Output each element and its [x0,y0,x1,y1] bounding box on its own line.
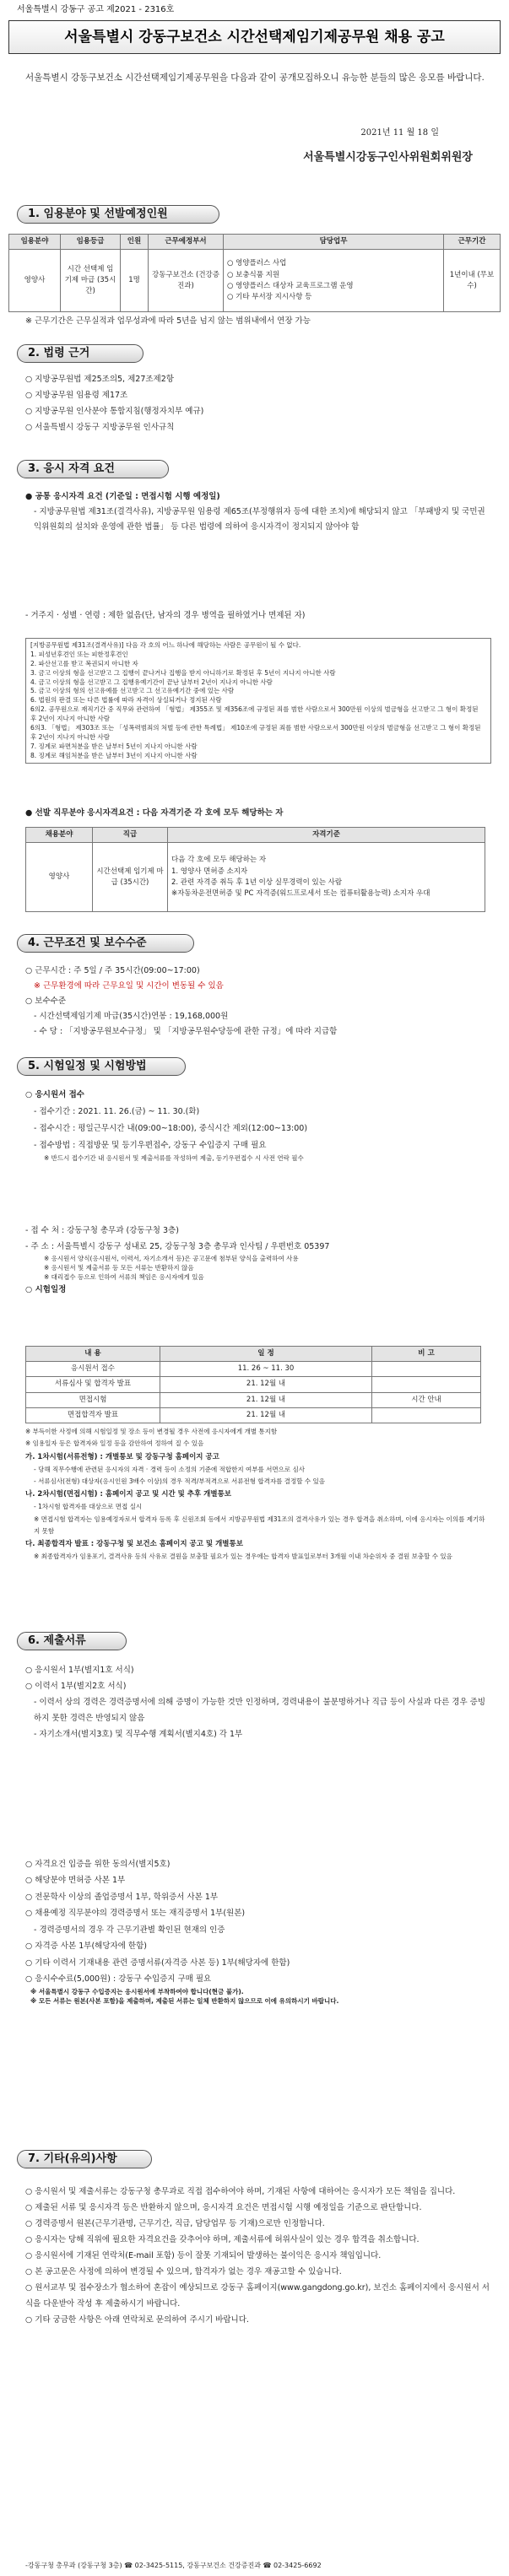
section-2-title: 2. 법령 근거 [17,344,143,363]
issuer-name: 서울특별시강동구인사위원회위원장 [303,151,473,164]
table-cell: 21. 12월 내 [160,1407,372,1423]
list-item: 3. 금고 이상의 형을 선고받고 그 집행이 끝나거나 집행을 받지 아니하기로 확정된 후 5년이 지나지 아니한 사람 [30,668,336,677]
table-header: 일 정 [160,1347,372,1362]
note-item: ※ 부득이한 사정에 의해 시험일정 및 장소 등이 변경될 경우 사전에 응시자에게 개별 통지함 [25,1428,278,1435]
list-item: 6. 법원의 판결 또는 다른 법률에 따라 자격이 상실되거나 정지된 사람 [30,696,222,705]
table-header: 직급 [93,828,168,843]
stage-3-heading: 다. 최종합격자 발표 : 강동구청 및 보건소 홈페이지 공고 및 개별통보 [25,1540,243,1549]
application-office: - 접 수 처 : 강동구청 총무과 (강동구청 3층) [25,1226,179,1235]
list-item: ○ 응시원서에 기재된 연락처(E-mail 포함) 등이 잘못 기재되어 발생하는 불이익은 응시자 책임입니다. [25,2251,382,2260]
table-header: 근무기간 [444,235,501,250]
table-cell: 21. 12월 내 [160,1377,372,1392]
list-item: ○ 이력서 1부(별지2호 서식) [25,1682,127,1691]
application-note: ※ 반드시 접수기간 내 응시원서 및 제출서류를 작성하여 제출, 등기우편접수 시 사전 연락 필수 [44,1153,304,1162]
table-header: 임용등급 [61,235,121,250]
field-requirement-heading: ● 선발 직무분야 응시자격요건 : 다음 자격기준 각 호에 모두 해당하는 자 [25,808,284,818]
notice-number: 서울특별시 강동구 공고 제2021 - 2316호 [17,5,175,14]
contact-info: -강동구청 총무과 (강동구청 3층) ☎ 02-3425-5115, 강동구보건소 건강증진과 ☎ 02-3425-6692 [25,2562,322,2569]
list-item: ○ 제출된 서류 및 응시자격 등은 반환하지 않으며, 응시자격 요건은 면접시험 시행 예정일을 기준으로 판단합니다. [25,2203,422,2212]
table-cell [372,1362,481,1377]
common-requirement-text: - 지방공무원법 제31조(결격사유), 지방공무원 임용령 제65조(부정행위자 등에 대한 조치)에 해당되지 않고 「부패방지 및 국민권익위원회의 설치와 운영에 관한 법률」 등 다른 법령에 의하여 응시자격이 정지되지 않아야 함 [34,507,485,532]
table-cell: 강동구보건소 (건강증진과) [149,250,224,312]
list-item: ○ 전문학사 이상의 졸업증명서 1부, 학위증서 사본 1부 [25,1892,219,1902]
list-item: ※ 근무환경에 따라 근무요일 및 시간이 변동될 수 있음 [34,981,224,991]
section-5-header [17,1057,492,1076]
list-item: ○ 채용예정 직무분야의 경력증명서 또는 재직증명서 1부(원본) [25,1909,246,1919]
table-header: 자격기준 [168,828,485,843]
list-item: ○ 해당분야 면허증 사본 1부 [25,1876,126,1886]
list-item: ○ 경력증명서 원본(근무기관명, 근무기간, 직급, 담당업무 등 기재)으로만 인정합니다. [25,2219,325,2228]
schedule-heading: ○ 시험일정 [25,1284,67,1294]
common-requirement-heading: ● 공통 응시자격 요건 (기준일 : 면접시험 시행 예정일) [25,492,220,501]
table-cell: 영양사 [9,250,61,312]
section-5-address [25,1223,490,1298]
list-item: 5. 금고 이상의 형의 선고유예를 선고받고 그 선고유예기간 중에 있는 사람 [30,687,235,695]
table-row [26,1362,481,1377]
section-7-header [17,2150,492,2168]
table-cell: 1명 [121,250,149,312]
disqualification-heading: [지방공무원법 제31조(결격사유)] 다음 각 호의 어느 하나에 해당하는 사람은 공무원이 될 수 없다. [30,641,301,649]
section-5-application [25,1087,490,1164]
stage-3-text: ※ 최종합격자가 임용포기, 결격사유 등의 사유로 결원을 보충할 필요가 있는 경우에는 합격자 발표일로부터 3개월 이내 차순위자 중 결원 보충할 수 있음 [34,1553,452,1561]
list-item: - 수 당 : 「지방공무원보수규정」 및 「지방공무원수당등에 관한 규정」에 따라 지급함 [34,1027,338,1037]
table-row [9,250,501,312]
section-6-header [17,1632,492,1650]
section-5-process [25,1426,490,1563]
note-item: ※ 대리접수 등으로 인하여 서류의 책임은 응시자에게 있음 [44,1272,204,1281]
stage-2-heading: 나. 2차시험(면접시험) : 홈페이지 공고 및 시간 및 추후 개별통보 [25,1490,232,1499]
warning-note: ※ 서울특별시 강동구 수입증지는 응시원서에 부착하여야 합니다(현금 불가). [30,1987,244,1995]
table-cell: 시간 선택제 임기제 마급 (35시간) [61,250,121,312]
residency-note: - 거주지 · 성별 · 연령 : 제한 없음(단, 남자의 경우 병역을 필하였거나 면제된 자) [25,611,306,620]
list-item: ○ 보수수준 [25,996,67,1007]
list-item: 6의2. 공무원으로 재직기간 중 직무와 관련하여 「형법」 제355조 및 제356조에 규정된 죄를 범한 사람으로서 300만원 이상의 벌금형을 선고받고 그 형이 확정된 후 2년이 지나지 아니한 사람 [30,705,479,722]
table-cell: ○ 영양플러스 사업 ○ 보충식품 지원 ○ 영양플러스 대상자 교육프로그램 운영 ○ 기타 부서장 지시사항 등 [224,250,444,312]
table-header: 비 고 [372,1347,481,1362]
table-header-row [9,235,501,250]
section-1-title: 1. 임용분야 및 선발예정인원 [17,205,219,224]
list-item: ○ 근무시간 : 주 5일 / 주 35시간(09:00~17:00) [25,966,200,975]
table-cell: 11. 26 ~ 11. 30 [160,1362,372,1377]
section-4-header [17,934,492,953]
section-2-header [17,344,492,363]
section-1-table-wrap [8,234,501,312]
table-row [26,1392,481,1407]
table-header: 인원 [121,235,149,250]
note-item: ※ 응시원서 양식(응시원서, 이력서, 자기소개서 등)은 공고문에 첨부된 양식을 출력하여 사용 [44,1255,299,1263]
list-item: ○ 자격증 사본 1부(해당자에 한함) [25,1941,147,1952]
application-address: - 주 소 : 서울특별시 강동구 성내로 25, 강동구청 3층 총무과 인사팀 / 우편번호 05397 [25,1241,330,1251]
list-item: ○ 기타 이력서 기재내용 관련 증명서류(자격증 사본 등) 1부(해당자에 한함) [25,1958,290,1968]
table-cell: 21. 12월 내 [160,1392,372,1407]
stage-2-text: ※ 면접시험 합격자는 임용예정자로서 합격자 등록 후 신원조회 등에서 지방공무원법 제31조의 결격사유가 있는 경우 합격을 취소하며, 이에 응시자는 이의를 제기하지 못함 [34,1515,485,1535]
warning-note: ※ 모든 서류는 원본(사본 포함)을 제출하며, 제출된 서류는 일체 반환하지 않으므로 이에 유의하시기 바랍니다. [30,1996,339,2005]
section-6-list-b [25,1856,490,2006]
section-3-header [17,460,492,478]
table-header-row [26,828,485,843]
table-cell: 시간선택제 임기제 마급 (35시간) [93,843,168,912]
table-header: 근무예정부서 [149,235,224,250]
list-item: - 시간선택제임기제 마급(35시간)연봉 : 19,168,000원 [34,1012,229,1022]
intro-text: 서울특별시 강동구보건소 시간선택제임기제공무원을 다음과 같이 공개모집하오니 유능한 분들의 많은 응모를 바랍니다. [25,73,485,83]
application-method: - 접수방법 : 직접방문 및 등기우편접수, 강동구 수입증지 구매 필요 [34,1140,267,1150]
list-item: 2. 파산선고를 받고 복권되지 아니한 자 [30,659,138,667]
section-7-title: 7. 기타(유의)사항 [17,2150,152,2168]
section-6-list-a [25,1662,490,1742]
stage-1-text: - 서류심사(전형) 대상자(응시인원 3배수 이상)의 경우 적격/부적격으로 서류전형 합격자를 결정할 수 있음 [34,1477,325,1485]
section-3-title: 3. 응시 자격 요건 [17,460,169,478]
stage-1-text: - 당해 직무수행에 관련된 응시자의 자격 · 경력 등이 소정의 기준에 적합한지 여부를 서면으로 심사 [34,1465,306,1473]
table-header: 내 용 [26,1347,160,1362]
list-item: 4. 금고 이상의 형을 선고받고 그 집행유예기간이 끝난 날부터 2년이 지나지 아니한 사람 [30,678,273,686]
list-item: 8. 징계로 해임처분을 받은 날부터 3년이 지나지 아니한 사람 [30,751,198,759]
table-header: 담당업무 [224,235,444,250]
list-item: ○ 서울특별시 강동구 지방공무원 인사규칙 [25,423,175,432]
section-4-title: 4. 근무조건 및 보수수준 [17,934,194,953]
table-cell: 시간 안내 [372,1392,481,1407]
schedule-table [25,1346,481,1423]
section-7-list [25,2184,490,2328]
table-cell: 영양사 [26,843,93,912]
list-item: ○ 지방공무원 임용령 제17조 [25,391,128,400]
section-3-body [25,489,490,535]
table-cell: 다음 각 호에 모두 해당하는 자 1. 영양사 면허증 소지자 2. 관련 자격증 취득 후 1년 이상 실무경력이 있는 사람 ※자동차운전면허증 및 PC 자격증(워드프로세서 또는 컴퓨터활용능력) 소지자 우대 [168,843,485,912]
application-heading: ○ 응시원서 접수 [25,1090,84,1099]
list-item: ○ 본 공고문은 사정에 의하여 변경될 수 있으며, 합격자가 없는 경우 재공고할 수 있습니다. [25,2267,342,2276]
schedule-table-wrap [25,1346,481,1423]
section-5-title: 5. 시험일정 및 시험방법 [17,1057,186,1076]
list-item: 1. 피성년후견인 또는 피한정후견인 [30,650,128,658]
stage-1-heading: 가. 1차시험(서류전형) : 개별통보 및 강동구청 홈페이지 공고 [25,1452,219,1461]
list-item: - 자기소개서(별지3호) 및 직무수행 계획서(별지4호) 각 1부 [34,1730,243,1739]
list-item: ○ 원서교부 및 접수장소가 협소하여 혼잡이 예상되므로 강동구 홈페이지(www.gangdong.go.kr), 보건소 홈페이지에서 응시원서 서식을 다운받아 작성 후 제출하시기 바랍니다. [25,2283,490,2309]
list-item: ○ 자격요건 입증을 위한 동의서(별지5호) [25,1860,171,1869]
table-cell: 응시원서 접수 [26,1362,160,1377]
list-item: ○ 응시수수료(5,000원) : 강동구 수입증지 구매 필요 [25,1974,212,1985]
list-item: ○ 지방공무원 인사분야 통합지침(행정자치부 예규) [25,407,204,416]
table-cell: 면접시험 [26,1392,160,1407]
application-period: - 접수기간 : 2021. 11. 26.(금) ~ 11. 30.(화) [34,1106,200,1116]
table-cell: 1년이내 (무보수) [444,250,501,312]
application-hours: - 접수시간 : 평일근무시간 내(09:00~18:00), 중식시간 제외(12:00~13:00) [34,1123,308,1133]
table-cell: 면접합격자 발표 [26,1407,160,1423]
list-item: ○ 응시원서 1부(별지1호 서식) [25,1666,134,1675]
table-row [26,1407,481,1423]
table-header: 채용분야 [26,828,93,843]
recruitment-table [8,234,501,312]
qualification-table-wrap [25,827,485,912]
list-item: 7. 징계로 파면처분을 받은 날부터 5년이 지나지 아니한 사람 [30,742,198,750]
table-header: 임용분야 [9,235,61,250]
list-item: ○ 응시원서 및 제출서류는 강동구청 총무과로 직접 접수하여야 하며, 기재된 사항에 대하여는 응시자가 모든 책임을 집니다. [25,2187,456,2196]
section-6-title: 6. 제출서류 [17,1632,127,1650]
note-item: ※ 임용일자 등은 합격자와 일정 등을 감안하여 정하여 질 수 있음 [25,1439,204,1448]
table-header-row [26,1347,481,1362]
note-item: ※ 응시원서 및 제출서류 등 모든 서류는 반환하지 않음 [44,1263,194,1272]
list-item: - 경력증명서의 경우 각 근무기관별 확인된 현재의 인증 [34,1925,225,1935]
notice-date: 2021년 11 월 18 일 [360,128,439,138]
list-item: ○ 기타 궁금한 사항은 아래 연락처로 문의하여 주시기 바랍니다. [25,2315,249,2325]
table-cell [372,1407,481,1423]
table-row [26,843,485,912]
section-1-note: ※ 근무기간은 근무실적과 업무성과에 따라 5년을 넘지 않는 범위내에서 연장 가능 [25,316,311,326]
section-2-list [25,371,490,435]
section-4-list [25,964,490,1040]
disqualification-box [25,638,491,764]
table-cell: 서류심사 및 합격자 발표 [26,1377,160,1392]
page-title: 서울특별시 강동구보건소 시간선택제임기제공무원 채용 공고 [8,20,501,54]
table-row [26,1377,481,1392]
qualification-table [25,827,485,912]
list-item: - 이력서 상의 경력은 경력증명서에 의해 증명이 가능한 것만 인정하며, 경력내용이 불분명하거나 직급 등이 사실과 다른 경우 증빙하지 못한 경력은 반영되지 않음 [34,1698,485,1723]
section-1-header [17,205,492,224]
table-cell [372,1377,481,1392]
list-item: ○ 응시자는 당해 직위에 필요한 자격요건을 갖추어야 하며, 제출서류에 허위사실이 있는 경우 합격을 취소합니다. [25,2235,420,2244]
stage-2-text: - 1차시험 합격자를 대상으로 면접 실시 [34,1503,143,1511]
list-item: 6의3. 「형법」 제303조 또는 「성폭력범죄의 처벌 등에 관한 특례법」 제10조에 규정된 죄를 범한 사람으로서 300만원 이상의 벌금형을 선고받고 그 형이 확정된 후 2년이 지나지 아니한 사람 [30,723,481,741]
list-item: ○ 지방공무원법 제25조의5, 제27조제2항 [25,375,174,384]
